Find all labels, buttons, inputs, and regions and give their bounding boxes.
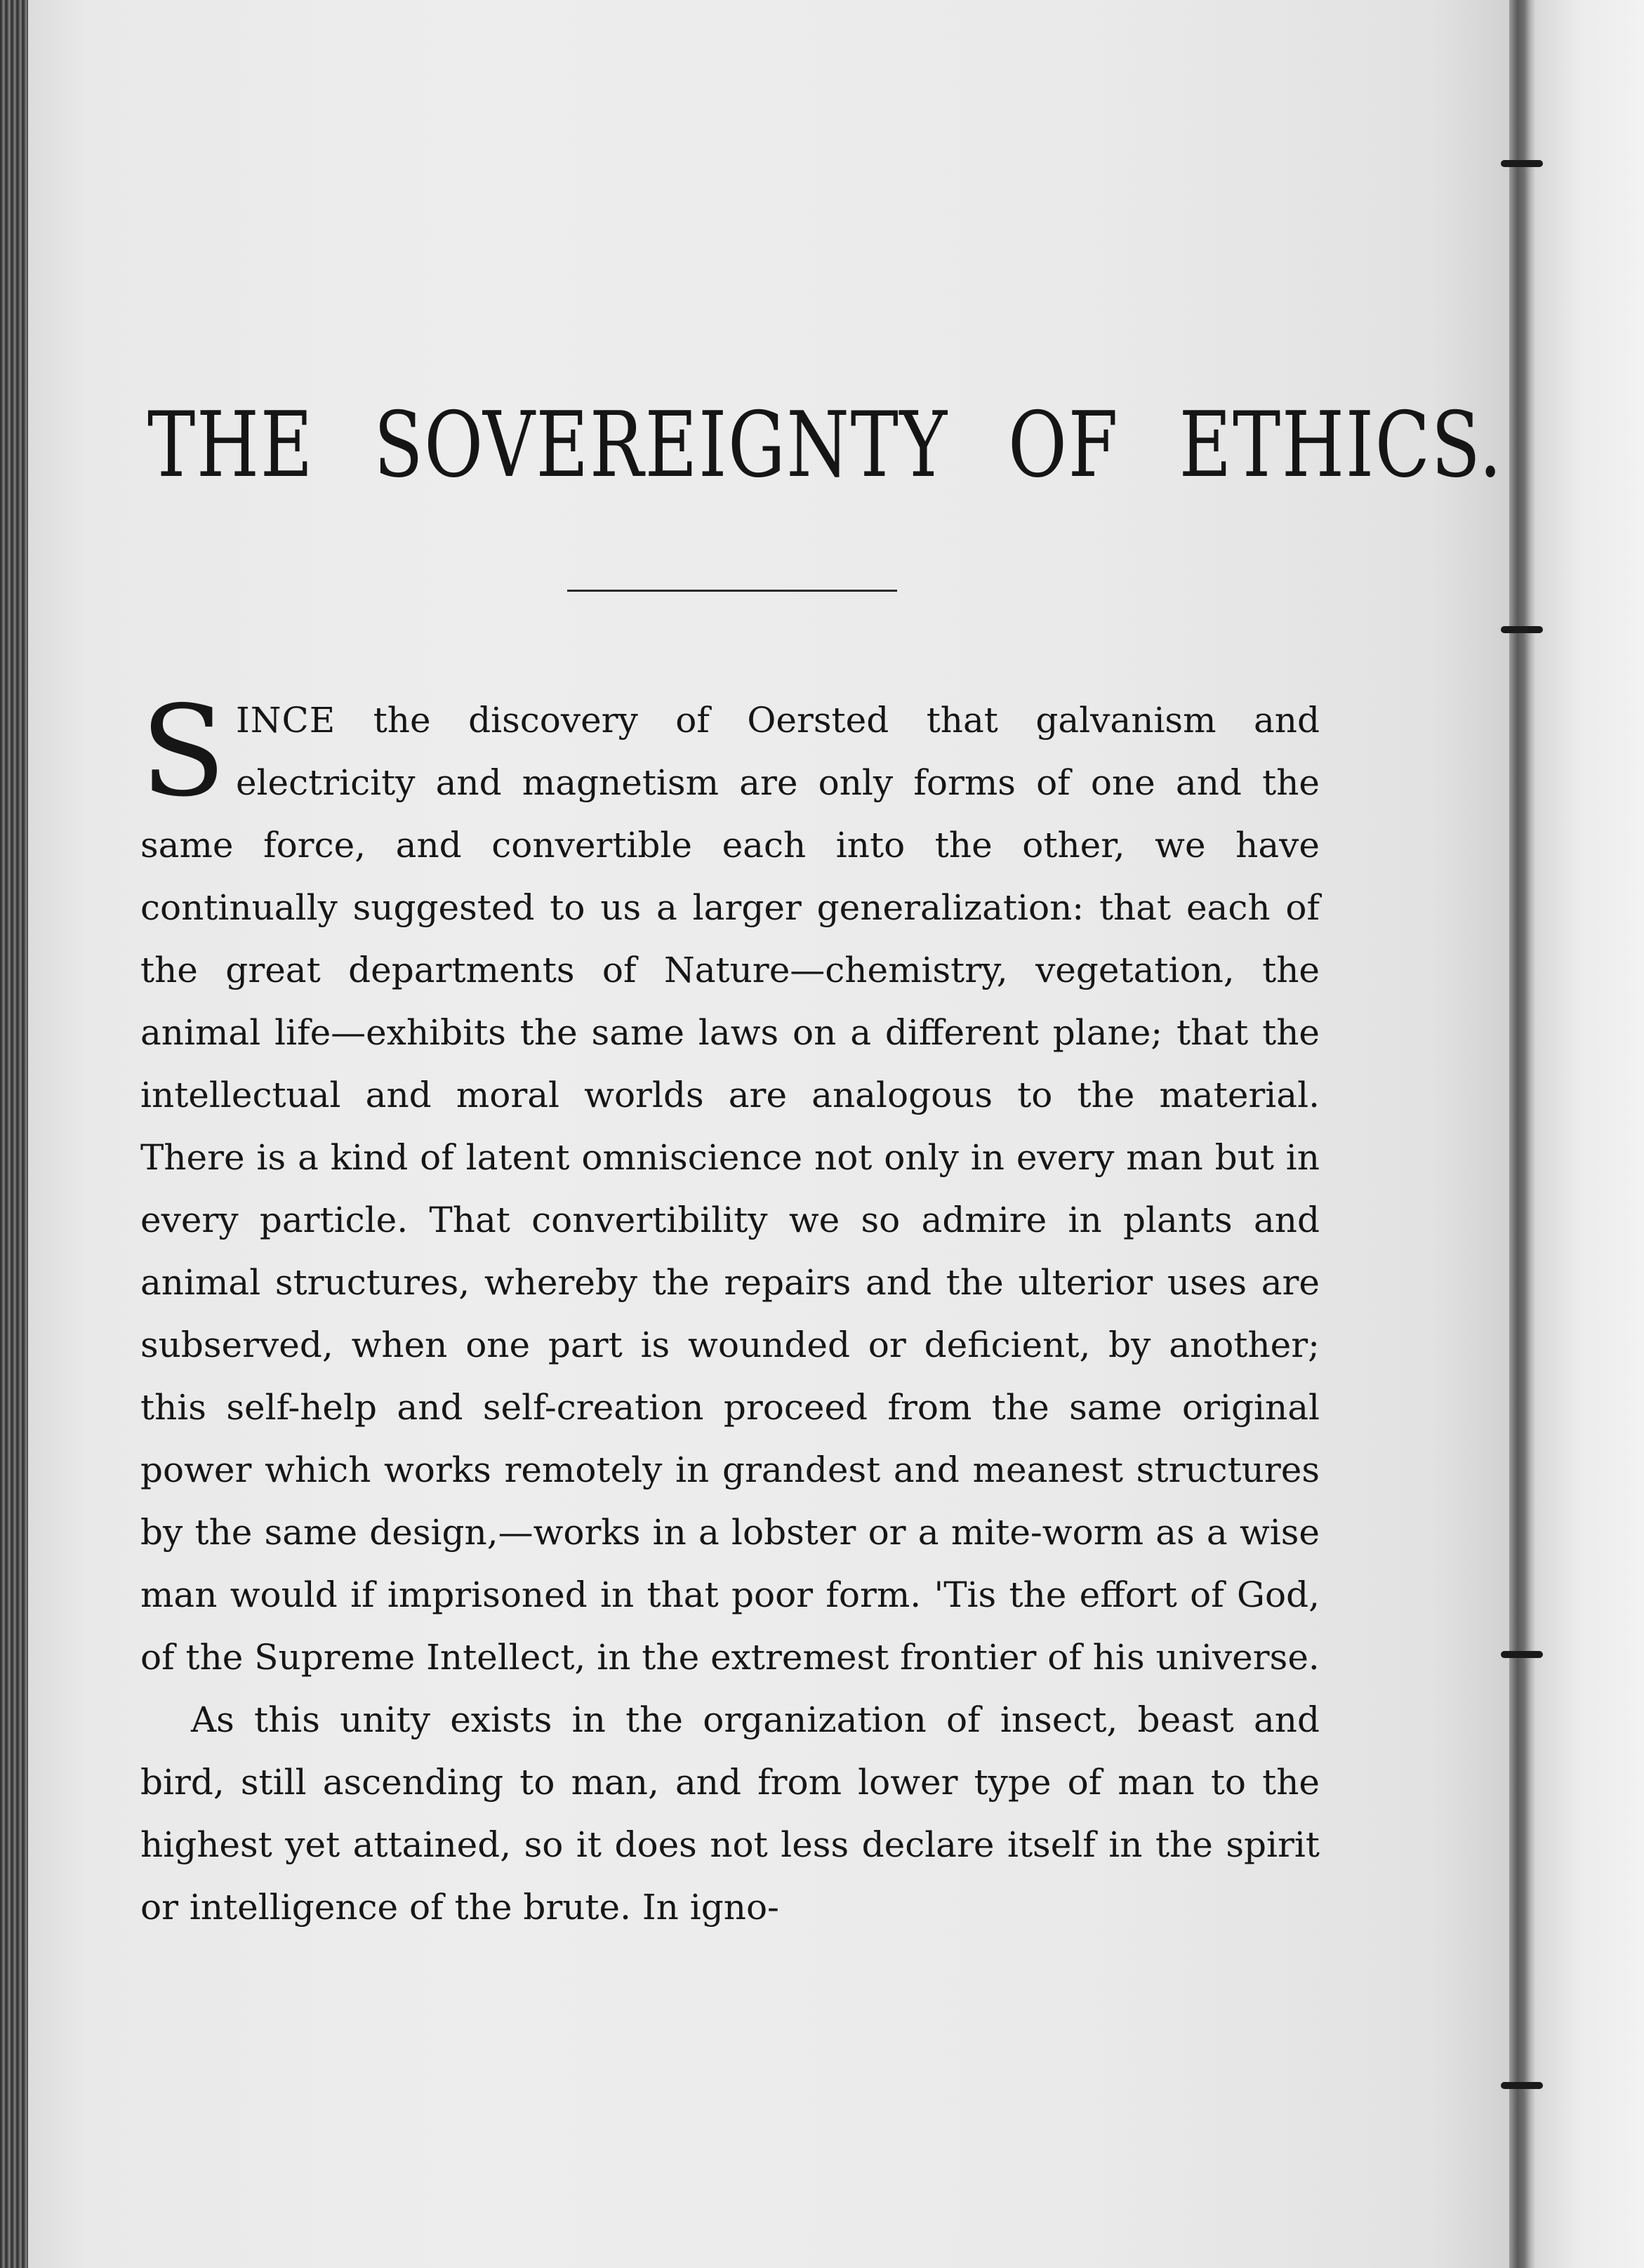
paragraph-1	[140, 679, 1320, 1689]
body-text	[140, 679, 1320, 1939]
book-gutter	[1509, 0, 1536, 2268]
page-title: THE SOVEREIGNTY OF ETHICS.	[147, 393, 1503, 498]
binding-stitch	[1501, 626, 1543, 633]
binding-stitch	[1501, 1651, 1543, 1658]
binding-stitch	[1501, 2082, 1543, 2089]
facing-page-edge	[1536, 0, 1644, 2268]
book-left-edge	[0, 0, 28, 2268]
drop-cap: S	[140, 679, 226, 824]
paragraph-2: As this unity exists in the organization of insect, beast and bird, still ascending to man, and from lower type of man to the highest yet attained, so it does not less declare itself in the spirit or intelligence of the brute. In igno-	[140, 1699, 1320, 1928]
title-divider	[567, 590, 897, 592]
binding-stitch	[1501, 160, 1543, 167]
paragraph-1-text: the discovery of Oersted that galvanism and electricity and magnetism are only forms of one and the same force, and convertible each into the other, we have continually suggested to us a larger generalization: that each of the great departments of Nature—chemistry, vegetation, the animal life—exhibits the same laws on a different plane; that the intellectual and moral worlds are analogous to the material. There is a kind of latent omniscience not only in every man but in every particle. That convertibility we so admire in plants and animal structures, whereby the repairs and the ulterior uses are subserved, when one part is wounded or deficient, by another; this self-help and self-creation proceed from the same original power which works remotely in grandest and meanest structures by the same design,—works in a lobster or a mite-worm as a wise man would if imprisoned in that poor form. 'Tis the effort of God, of the Supreme Intellect, in the extremest frontier of his universe.	[140, 700, 1320, 1678]
paragraph-1-lead: INCE	[235, 700, 336, 741]
